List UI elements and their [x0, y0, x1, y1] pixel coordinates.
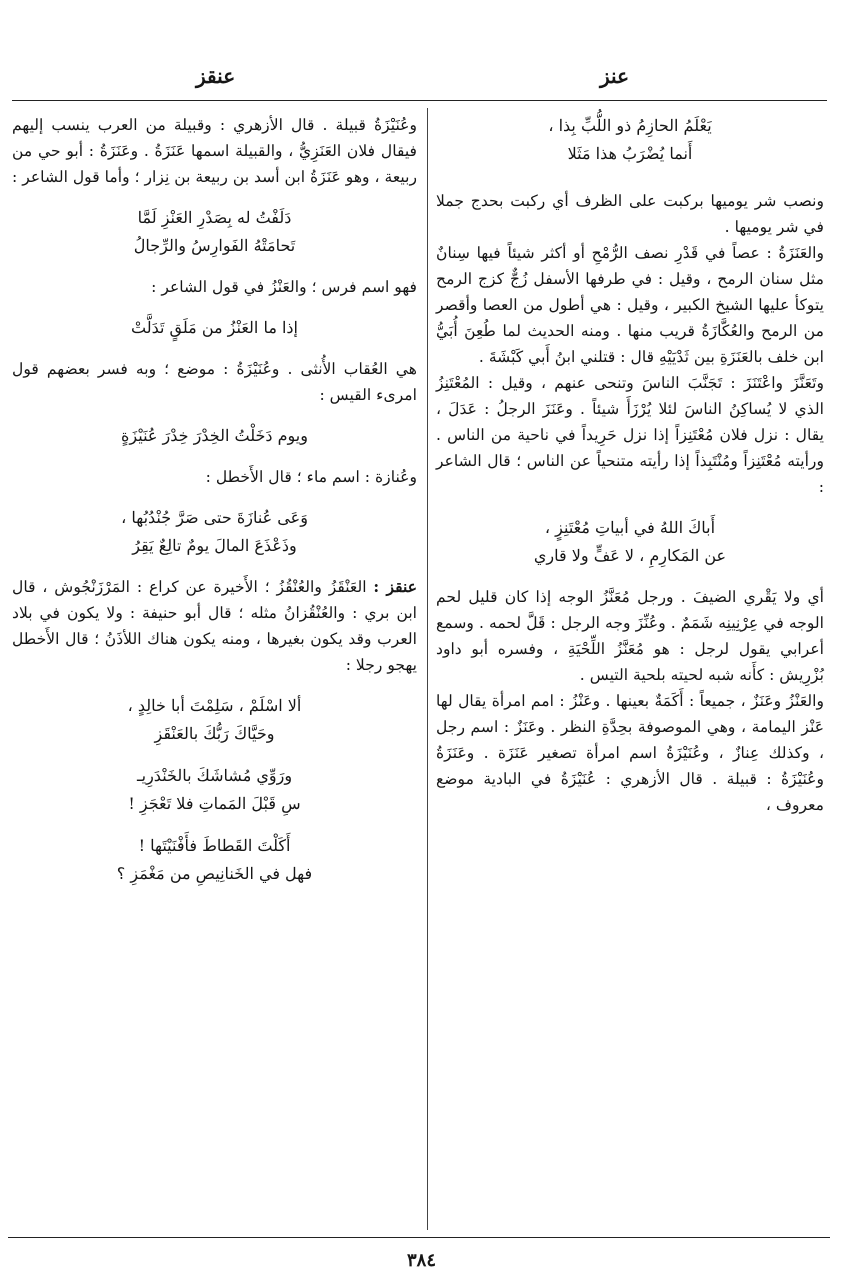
- verse-line: إذا ما العَنْزُ من مَلَقٍ تَدَلَّتْ: [131, 318, 298, 337]
- verse-line: دَلَفْتُ له بِصَدْرِ العَنْزِ لَمَّا: [137, 208, 292, 227]
- verse-block: [436, 514, 824, 570]
- paragraph: وتَعَنَّزَ واعْتَنَزَ : تَجَنَّبَ الناسَ وتنحى عنهم ، وقيل : المُعْتَنِزُ الذي لا يُساكِنُ الناسَ لئلا يُرْزَأَ شيئاً . وعَنَزَ الرجلُ : عَدَلَ ، يقال : نزل فلان مُعْتَنِزاً إذا نزل حَرِيداً في ناحية من الناس . ورأيته مُعْتَنِزاً ومُنْتَبِذاً إذا رأيته متنحياً عن الناس ؛ قال الشاعر :: [436, 374, 824, 496]
- verse-line: ويوم دَخَلْتُ الخِدْرَ خِدْرَ عُنَيْزَةٍ: [121, 426, 308, 445]
- verse-block: [12, 692, 417, 748]
- paragraph: ونصب شر يوميها بركبت على الظرف أي ركبت بحدج جملا في شر يوميها .: [436, 192, 824, 236]
- header-left-word: عنقز: [196, 64, 236, 88]
- header-rule: [12, 100, 827, 101]
- verse-line: أَكَلْتَ القَطاطَ فأَفْنَيْتَها !: [138, 836, 291, 855]
- paragraph: والعَنْزُ وعَنَزٌ ، جميعاً : أَكَمَةٌ بعينها . وعَنْزُ : امم امرأة يقال لها عَنْز اليمامة ، وهي الموصوفة بحِدَّةِ النظر . وعَنَزٌ : اسم رجل ، وكذلك عِنازٌ ، وعُنَيْزَةُ اسم امرأة تصغير عَنَزَة . وعَنَزَةُ وعُنَيْزَةُ : قبيلة . قال الأزهري : عُنَيْزَةُ في البادية موضع معروف ،: [436, 692, 824, 814]
- column-divider: [427, 108, 428, 1230]
- entry-paragraph: [12, 574, 417, 678]
- verse-block: [12, 832, 417, 888]
- verse-line: سِ قَبْلَ المَماتِ فلا تَعْجَزِ !: [128, 794, 301, 813]
- paragraph: والعَنَزَةُ : عصاً في قَدْرِ نصف الرُّمْحِ أو أكثر شيئاً فيها سِنانٌ مثل سنان الرمح ، وقيل : في طرفها الأسفل زُجٌّ كزج الرمح يتوكأ عليها الشيخ الكبير ، وقيل : هي أطول من العصا وأقصر من الرمح والعُكَّازَةُ قريب منها . ومنه الحديث لما طُعِنَ أُبَيُّ ابن خلف بالعَنَزَةِ بين ثَدْيَيْهِ قال : قتلني ابنُ أَبي كَبْشَةَ .: [436, 244, 824, 366]
- verse-line: أَنما يُضْرَبُ هذا مَثَلا: [567, 144, 693, 163]
- verse-line: ورَوِّي مُشاشَكَ بالخَنْدَرِيـ: [136, 766, 293, 785]
- paragraph: فهو اسم فرس ؛ والعَنْزُ في قول الشاعر :: [151, 278, 417, 296]
- paragraph: وعُنَيْزَةُ قبيلة . قال الأزهري : وقبيلة من العرب ينسب إليهم فيقال فلان العَنَزِيُّ ، والقبيلة اسمها عَنَزَةُ . وعَنَزَةُ : أبو حي من ربيعة ، وهو عَنَزَةُ ابن أسد بن ربيعة بن نِزار ؛ وأما قول الشاعر :: [12, 116, 417, 186]
- verse-block: [12, 504, 417, 560]
- verse-line: وذَعْذَعَ المالَ يومٌ تالِعٌ يَقِرُ: [132, 536, 297, 555]
- verse-line: عن المَكارِمِ ، لا عَفٍّ ولا قاري: [533, 546, 727, 565]
- page-header: [0, 58, 843, 98]
- verse-block: [12, 204, 417, 260]
- verse-line: يَعْلَمُ الحازِمُ ذو اللُّبِّ بِذا ،: [548, 116, 712, 135]
- left-column: [12, 112, 417, 888]
- page-number: ٣٨٤: [406, 1250, 436, 1271]
- verse-block: [12, 314, 417, 342]
- paragraph: أي ولا يَقْري الضيفَ . ورجل مُعَنَّزُ الوجه إذا كان قليل لحم الوجه في عِرْنِينِه شَمَمٌ . وعُنِّزَ وجه الرجل : قَلَّ لحمه . وسمع أعرابي يقول لرجل : هو مُعَنَّزُ اللِّحْيَةِ ، وفسره أبو داود بُزْرِيش : كأَنه شبه لحيته بلحية التيس .: [436, 588, 824, 684]
- verse-line: ألا اسْلَمْ ، سَلِمْتَ أبا خالِدٍ ،: [127, 696, 302, 715]
- header-right-word: عنز: [600, 64, 630, 88]
- verse-line: فهل في الخَنانِيصِ من مَغْمَزِ ؟: [116, 864, 313, 883]
- entry-headword: عنقز :: [373, 577, 417, 596]
- footer-rule: [8, 1237, 830, 1238]
- entry-text: العَنْقَزُ والعُنْقُزُ ؛ الأَخيرة عن كراع : المَرْزَنْجُوش ، قال ابن بري : والعُنْقُزانُ مثله ؛ قال أبو حنيفة : ولا يكون في بلاد العرب وقد يكون بغيرها ، ومنه يكون هناك اللأذَنُ ؛ قال الأَخطل يهجو رجلا :: [12, 578, 417, 674]
- verse-block: [12, 762, 417, 818]
- paragraph: هي العُقاب الأُنثى . وعُنَيْزَةُ : موضع ؛ وبه فسر بعضهم قول امرىء القيس :: [12, 360, 417, 404]
- verse-block: [436, 112, 824, 168]
- verse-line: أَباكَ اللهُ في أبياتِ مُعْتَنِزٍ ،: [544, 518, 716, 537]
- paragraph: وعُنازة : اسم ماء ؛ قال الأَخطل :: [205, 468, 417, 486]
- verse-line: تَحامَتْهُ الفَوارِسُ والرِّجالُ: [133, 236, 296, 255]
- verse-line: وحَيَّاكَ رَبُّكَ بالعَنْقَزِ: [154, 724, 275, 743]
- verse-block: [12, 422, 417, 450]
- right-column: [436, 112, 824, 818]
- verse-line: وَعَى عُنازَةَ حتى صَرَّ جُنْدُبُها ،: [121, 508, 308, 527]
